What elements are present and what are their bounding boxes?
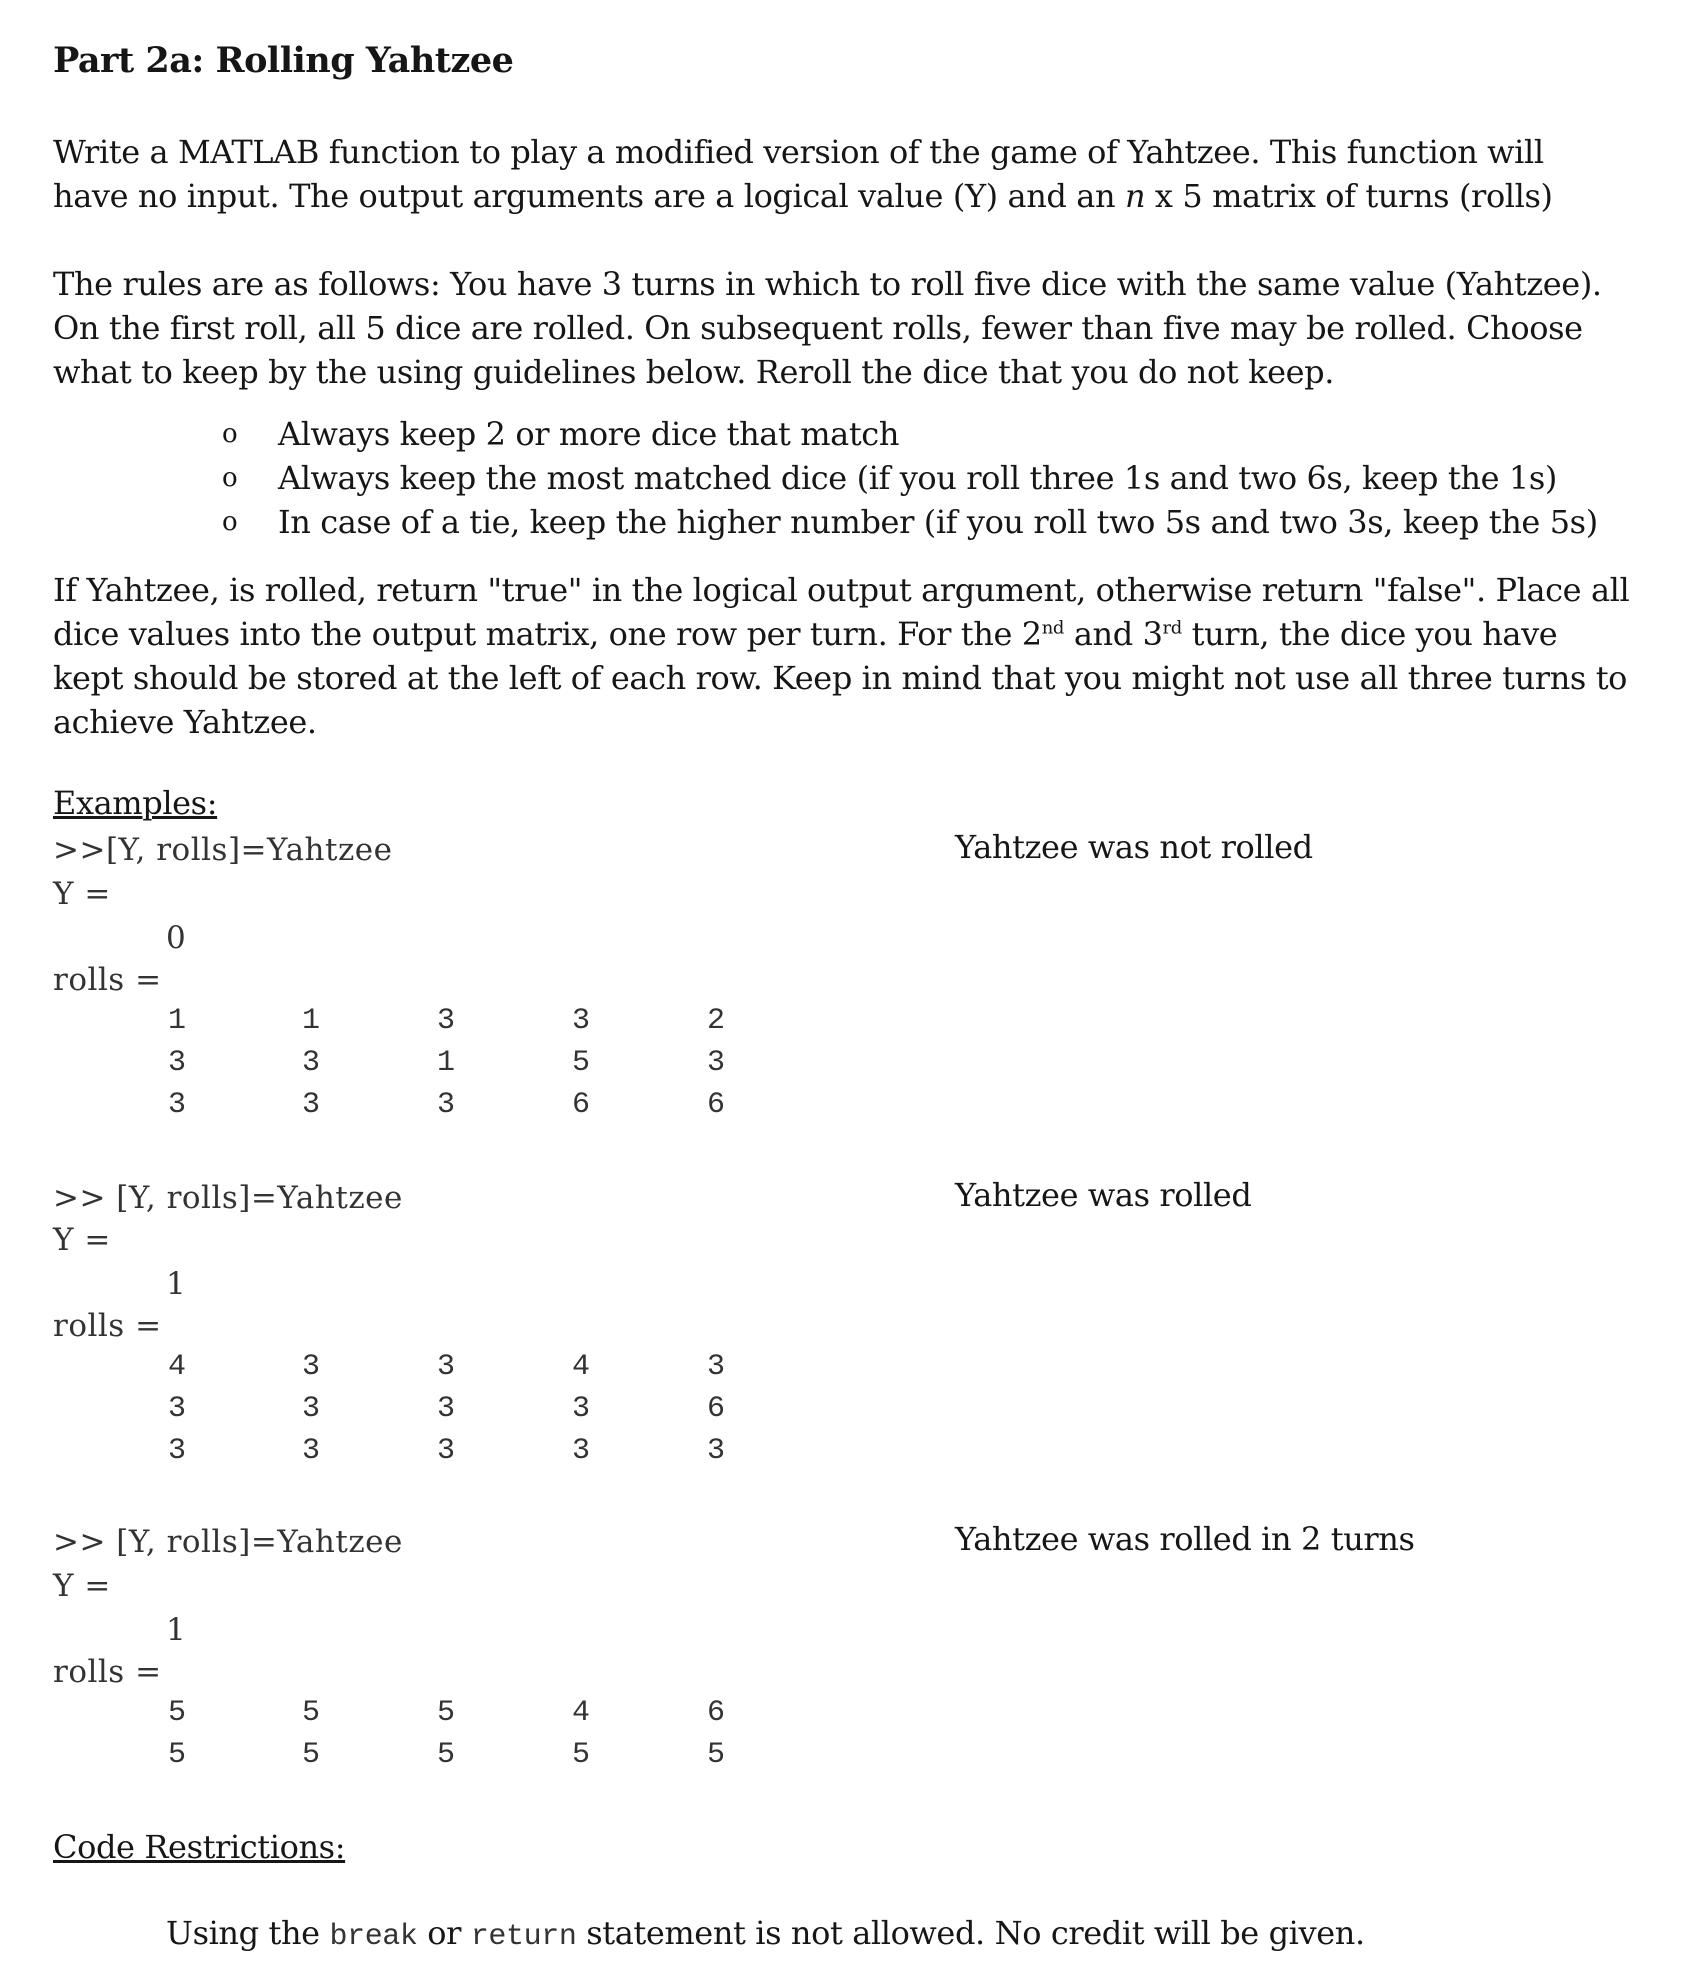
code-keyword: return [470, 1920, 577, 1954]
output-line-4: achieve Yahtzee. [53, 703, 317, 741]
y-value: 1 [166, 1612, 187, 1648]
matrix-cell: 3 [436, 1004, 455, 1038]
code-keyword: break [329, 1920, 418, 1954]
bullet-icon: o [222, 463, 238, 493]
matrix-cell: 5 [436, 1738, 455, 1772]
matrix-cell: 3 [301, 1350, 320, 1384]
matrix-cell: 6 [706, 1088, 725, 1122]
matrix-cell: 3 [167, 1392, 186, 1426]
y-label: Y = [53, 1568, 111, 1604]
rolls-label: rolls = [53, 1654, 162, 1690]
example-note: Yahtzee was not rolled [955, 828, 1313, 866]
matrix-cell: 3 [571, 1004, 590, 1038]
output-line-1: If Yahtzee, is rolled, return "true" in the logical output argument, otherwise return "false". Place all [53, 571, 1630, 609]
intro-paragraph [53, 130, 1553, 218]
intro-line-1: Write a MATLAB function to play a modified version of the game of Yahtzee. This function will [53, 133, 1544, 171]
matrix-cell: 1 [436, 1046, 455, 1080]
matrix-cell: 1 [167, 1004, 186, 1038]
matrix-cell: 5 [301, 1738, 320, 1772]
matrix-cell: 3 [706, 1046, 725, 1080]
bullet-icon: o [222, 507, 238, 537]
restriction-text: Using the break or return statement is not allowed. No credit will be given. [166, 1914, 1365, 1954]
example-note: Yahtzee was rolled [955, 1176, 1252, 1214]
rules-line-1: The rules are as follows: You have 3 turns in which to roll five dice with the same value (Yahtzee). [53, 265, 1602, 303]
y-label: Y = [53, 876, 111, 912]
list-item: o Always keep the most matched dice (if you roll three 1s and two 6s, keep the 1s) [222, 456, 1598, 500]
matrix-cell: 3 [301, 1392, 320, 1426]
matrix-cell: 5 [167, 1738, 186, 1772]
matrix-cell: 5 [571, 1046, 590, 1080]
matrix-cell: 3 [436, 1434, 455, 1468]
matrix-cell: 1 [301, 1004, 320, 1038]
matrix-cell: 3 [436, 1392, 455, 1426]
matrix-cell: 3 [436, 1350, 455, 1384]
matrix-cell: 4 [571, 1350, 590, 1384]
output-paragraph [53, 568, 1629, 744]
matrix-cell: 4 [167, 1350, 186, 1384]
matrix-cell: 2 [706, 1004, 725, 1038]
matrix-cell: 3 [301, 1088, 320, 1122]
list-item: o In case of a tie, keep the higher number (if you roll two 5s and two 3s, keep the 5s) [222, 500, 1598, 544]
command-line: >>[Y, rolls]=Yahtzee [53, 832, 393, 868]
example-note: Yahtzee was rolled in 2 turns [955, 1520, 1415, 1558]
rolls-label: rolls = [53, 962, 162, 998]
rules-paragraph [53, 262, 1602, 394]
page-title: Part 2a: Rolling Yahtzee [53, 40, 514, 81]
matrix-cell: 5 [436, 1696, 455, 1730]
matrix-cell: 6 [706, 1392, 725, 1426]
matrix-cell: 6 [706, 1696, 725, 1730]
matrix-cell: 3 [301, 1046, 320, 1080]
matrix-cell: 3 [301, 1434, 320, 1468]
matrix-cell: 3 [436, 1088, 455, 1122]
matrix-cell: 3 [571, 1392, 590, 1426]
output-line-2: dice values into the output matrix, one row per turn. For the 2nd and 3rd turn, the dice you have [53, 615, 1558, 653]
rules-line-3: what to keep by the using guidelines below. Reroll the dice that you do not keep. [53, 353, 1335, 391]
bullet-icon: o [222, 419, 238, 449]
y-label: Y = [53, 1222, 111, 1258]
matrix-cell: 3 [167, 1088, 186, 1122]
y-value: 1 [166, 1266, 187, 1302]
rolls-label: rolls = [53, 1308, 162, 1344]
matrix-cell: 4 [571, 1696, 590, 1730]
rules-line-2: On the first roll, all 5 dice are rolled. On subsequent rolls, fewer than five may be rolled. Choose [53, 309, 1583, 347]
matrix-cell: 3 [571, 1434, 590, 1468]
matrix-cell: 3 [706, 1434, 725, 1468]
matrix-cell: 3 [167, 1434, 186, 1468]
list-item: o Always keep 2 or more dice that match [222, 412, 1598, 456]
output-line-3: kept should be stored at the left of each row. Keep in mind that you might not use all three turns to [53, 659, 1628, 697]
matrix-cell: 5 [301, 1696, 320, 1730]
matrix-cell: 5 [571, 1738, 590, 1772]
y-value: 0 [166, 920, 187, 956]
command-line: >> [Y, rolls]=Yahtzee [53, 1524, 403, 1560]
matrix-cell: 5 [706, 1738, 725, 1772]
examples-heading: Examples: [53, 784, 218, 822]
matrix-cell: 6 [571, 1088, 590, 1122]
matrix-cell: 5 [167, 1696, 186, 1730]
command-line: >> [Y, rolls]=Yahtzee [53, 1180, 403, 1216]
guidelines-list [222, 412, 1598, 544]
intro-line-2: have no input. The output arguments are a logical value (Y) and an n x 5 matrix of turns (rolls) [53, 177, 1553, 215]
matrix-cell: 3 [167, 1046, 186, 1080]
matrix-cell: 3 [706, 1350, 725, 1384]
restrictions-heading: Code Restrictions: [53, 1828, 346, 1866]
